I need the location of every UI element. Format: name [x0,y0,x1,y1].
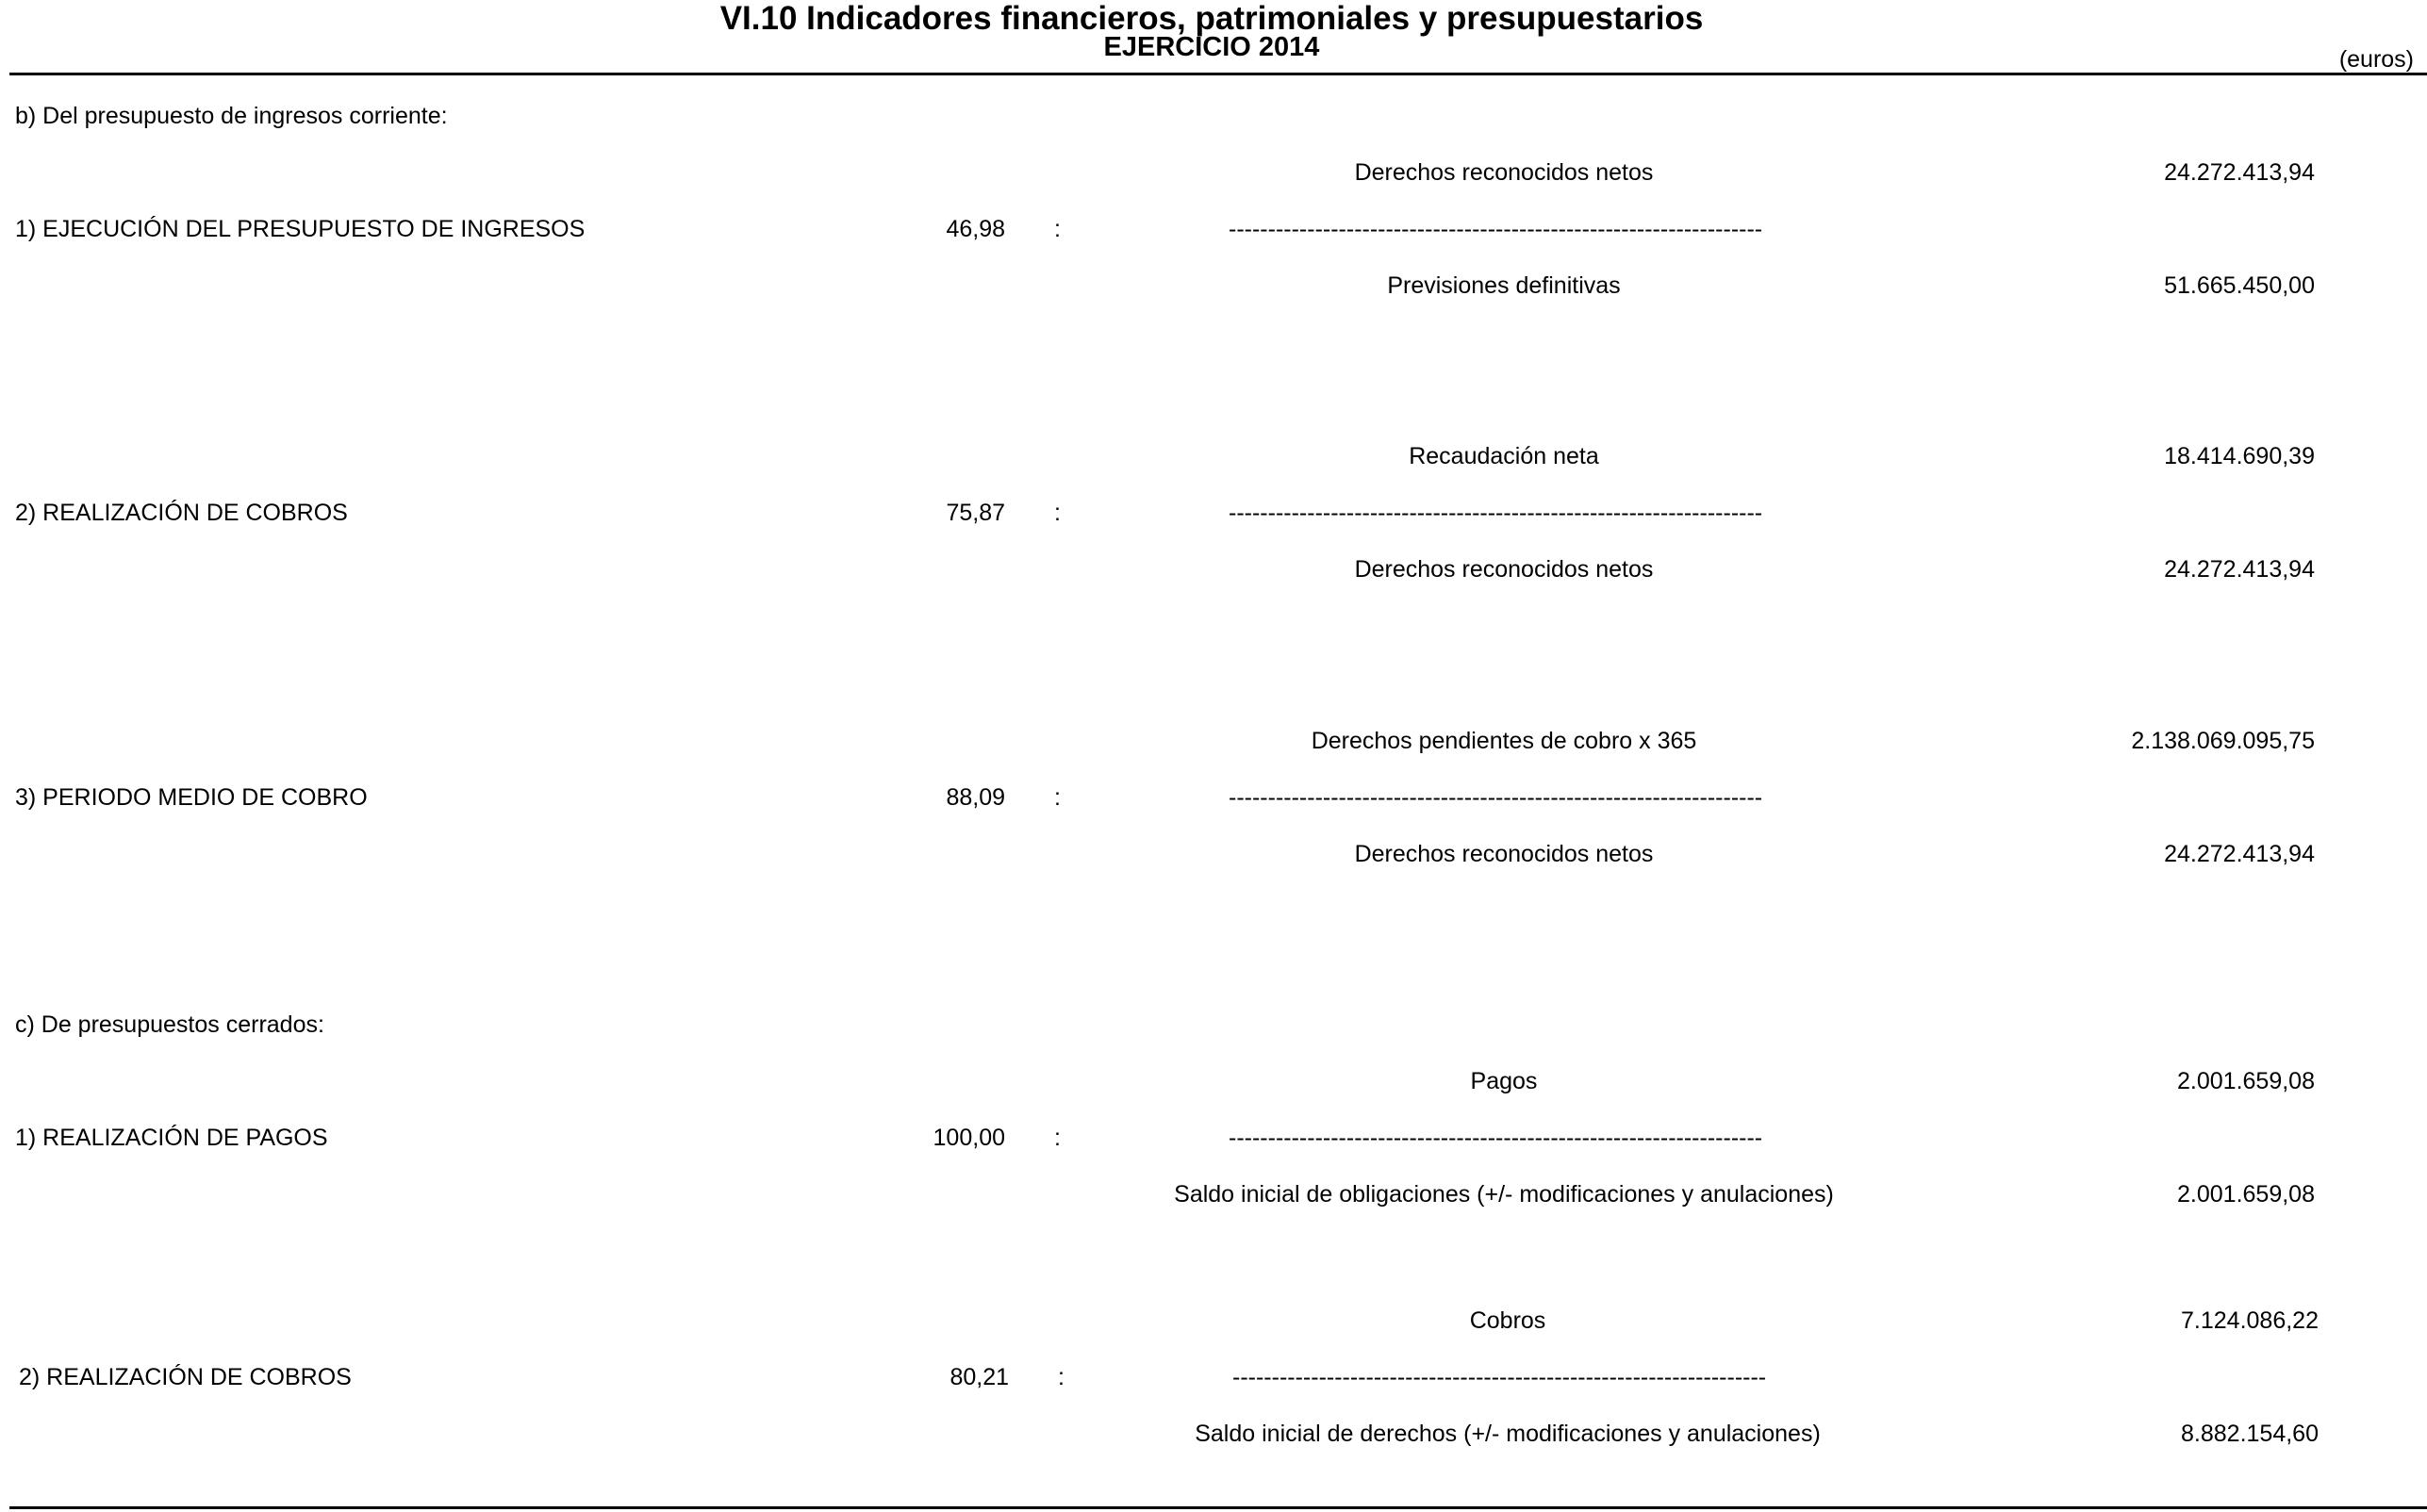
section-c-label: c) De presupuestos cerrados: [15,1011,324,1038]
numerator-value: 24.272.413,94 [2164,159,2315,186]
indicator-value: 75,87 [946,500,1005,526]
denominator-value: 51.665.450,00 [2164,272,2315,299]
numerator-label: Derechos reconocidos netos [1354,159,1654,186]
indicator-value: 88,09 [946,784,1005,811]
denominator-value: 8.882.154,60 [2181,1421,2319,1447]
numerator-value: 2.138.069.095,75 [2131,728,2315,754]
numerator-value: 2.001.659,08 [2177,1068,2315,1094]
denominator-value: 24.272.413,94 [2164,556,2315,583]
denominator-label: Saldo inicial de derechos (+/- modificaciones y anulaciones) [1195,1421,1821,1447]
indicator-name: 1) REALIZACIÓN DE PAGOS [15,1125,328,1151]
units-label: (euros) [2338,46,2414,73]
indicator-value: 100,00 [933,1125,1005,1151]
section-b-label: b) Del presupuesto de ingresos corriente: [15,103,448,129]
denominator-label: Saldo inicial de obligaciones (+/- modificaciones y anulaciones) [1174,1181,1834,1208]
numerator-label: Pagos [1470,1068,1538,1094]
denominator-value: 24.272.413,94 [2164,841,2315,867]
page-subtitle: EJERCICIO 2014 [1103,32,1320,62]
indicator-colon: : [1054,500,1061,526]
denominator-value: 2.001.659,08 [2177,1181,2315,1208]
numerator-value: 7.124.086,22 [2181,1307,2319,1334]
header-rule [9,73,2427,75]
indicator-name: 2) REALIZACIÓN DE COBROS [19,1364,352,1390]
indicator-name: 2) REALIZACIÓN DE COBROS [15,500,348,526]
indicator-name: 1) EJECUCIÓN DEL PRESUPUESTO DE INGRESOS [15,216,586,242]
numerator-value: 18.414.690,39 [2164,443,2315,469]
fraction-divider: -------------------------------------------------------------------- [1229,500,1763,526]
footer-rule [9,1506,2427,1509]
numerator-label: Recaudación neta [1409,443,1599,469]
indicator-colon: : [1054,784,1061,811]
page-title: VI.10 Indicadores financieros, patrimoniales y presupuestarios [719,0,1704,37]
indicator-name: 3) PERIODO MEDIO DE COBRO [15,784,368,811]
numerator-label: Derechos pendientes de cobro x 365 [1311,728,1697,754]
fraction-divider: -------------------------------------------------------------------- [1229,1125,1763,1151]
fraction-divider: -------------------------------------------------------------------- [1232,1364,1767,1390]
indicator-value: 46,98 [946,216,1005,242]
indicator-colon: : [1054,1125,1061,1151]
denominator-label: Derechos reconocidos netos [1354,556,1654,583]
denominator-label: Derechos reconocidos netos [1354,841,1654,867]
fraction-divider: -------------------------------------------------------------------- [1229,784,1763,811]
indicator-colon: : [1058,1364,1065,1390]
indicator-value: 80,21 [949,1364,1009,1390]
denominator-label: Previsiones definitivas [1387,272,1621,299]
indicator-colon: : [1054,216,1061,242]
fraction-divider: -------------------------------------------------------------------- [1229,216,1763,242]
numerator-label: Cobros [1469,1307,1546,1334]
